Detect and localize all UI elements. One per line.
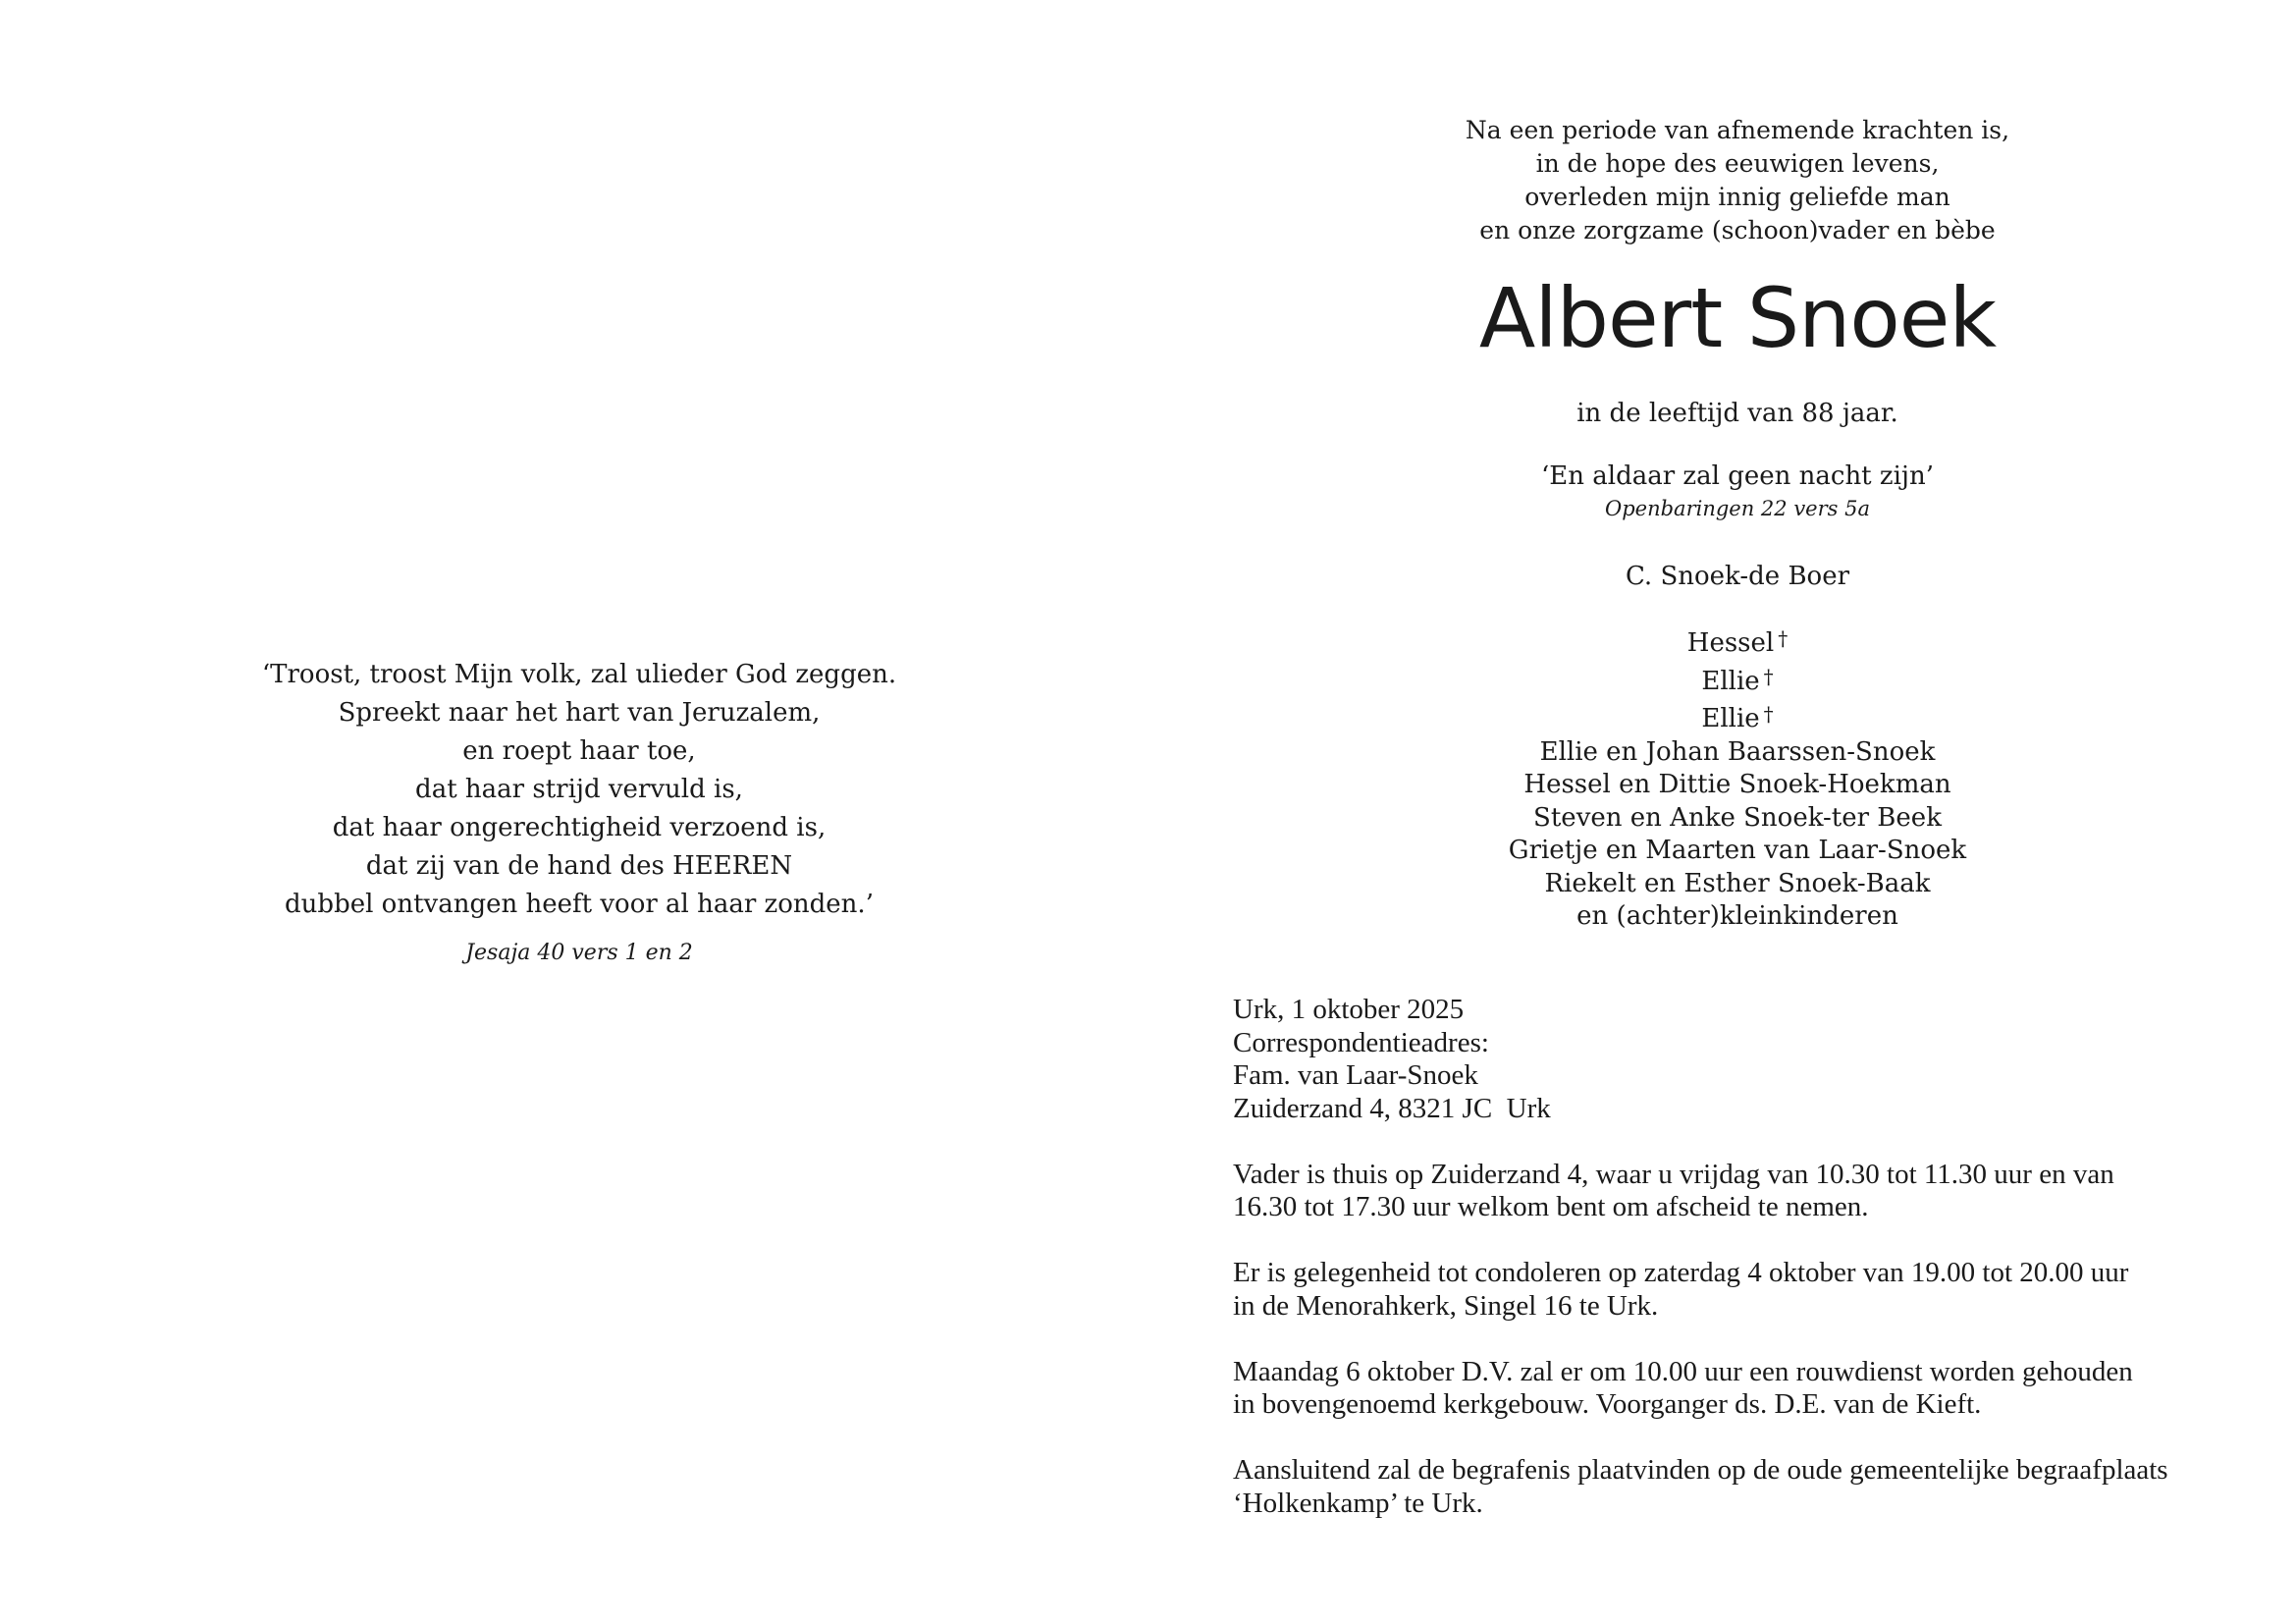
correspondence-name: Fam. van Laar-Snoek: [1233, 1059, 1478, 1091]
cross-icon: †: [1763, 664, 1774, 688]
family-member: [1433, 769, 2042, 802]
correspondence-label: Correspondentieadres:: [1233, 1026, 1489, 1058]
details-block: [1233, 994, 2254, 1520]
family-member-name: Ellie: [1701, 666, 1760, 696]
age-line: in de leeftijd van 88 jaar.: [1576, 399, 1898, 428]
paragraph-condolence: [1233, 1257, 2254, 1323]
cross-icon: †: [1763, 702, 1774, 726]
verse-line-3: en roept haar toe,: [462, 736, 696, 766]
intro-line-4: en onze zorgzame (schoon)vader en bèbe: [1479, 216, 1996, 244]
family-member-name: Grietje en Maarten van Laar-Snoek: [1508, 836, 1967, 865]
paragraph-service: [1233, 1356, 2254, 1422]
announcement-block: [1433, 114, 2042, 934]
deceased-name: Albert Snoek: [1478, 270, 1997, 366]
intro-line-2: in de hope des eeuwigen levens,: [1535, 149, 1940, 178]
paragraph-line: Aansluitend zal de begrafenis plaatvinden op de oude gemeentelijke begraafplaats: [1233, 1454, 2168, 1486]
place-date: Urk, 1 oktober 2025: [1233, 994, 1465, 1025]
bible-quote-reference: Openbaringen 22 vers 5a: [1605, 497, 1870, 520]
correspondence-address: Zuiderzand 4, 8321 JC Urk: [1233, 1092, 1551, 1124]
family-member: [1433, 661, 2042, 699]
paragraph-line: Vader is thuis op Zuiderzand 4, waar u vrijdag van 10.30 tot 11.30 uur en van: [1233, 1158, 2114, 1190]
verse-line-5: dat haar ongerechtigheid verzoend is,: [332, 813, 827, 842]
family-member-name: en (achter)kleinkinderen: [1576, 901, 1898, 931]
verse-line-4: dat haar strijd vervuld is,: [415, 775, 743, 804]
verse-line-1: ‘Troost, troost Mijn volk, zal ulieder God zeggen.: [261, 660, 897, 689]
family-list: [1433, 623, 2042, 934]
family-member: [1433, 698, 2042, 736]
paragraph-line: ‘Holkenkamp’ te Urk.: [1233, 1487, 1483, 1519]
paragraph-line: in bovengenoemd kerkgebouw. Voorganger ds. D.E. van de Kieft.: [1233, 1388, 1982, 1420]
spouse-name: C. Snoek-de Boer: [1625, 562, 1850, 591]
bible-quote: ‘En aldaar zal geen nacht zijn’: [1541, 461, 1934, 491]
family-member-name: Ellie: [1701, 704, 1760, 733]
paragraph-burial: [1233, 1454, 2254, 1520]
cross-icon: †: [1778, 626, 1789, 650]
family-member-name: Hessel: [1686, 628, 1775, 658]
family-member: [1433, 900, 2042, 934]
family-member: [1433, 868, 2042, 901]
family-member-name: Riekelt en Esther Snoek-Baak: [1544, 868, 1931, 898]
paragraph-line: Maandag 6 oktober D.V. zal er om 10.00 uur een rouwdienst worden gehouden: [1233, 1355, 2133, 1387]
verse-reference: Jesaja 40 vers 1 en 2: [465, 941, 693, 965]
paragraph-line: in de Menorahkerk, Singel 16 te Urk.: [1233, 1289, 1659, 1322]
verse-line-6: dat zij van de hand des HEEREN: [365, 851, 793, 881]
intro-line-1: Na een periode van afnemende krachten is,: [1465, 116, 2010, 144]
left-verse-block: [245, 656, 913, 969]
family-member: [1433, 802, 2042, 836]
family-member-name: Hessel en Dittie Snoek-Hoekman: [1523, 770, 1951, 799]
family-member-name: Steven en Anke Snoek-ter Beek: [1533, 802, 1942, 833]
family-member: [1433, 623, 2042, 661]
verse-line-7: dubbel ontvangen heeft voor al haar zonden.’: [285, 890, 874, 919]
verse-line-2: Spreekt naar het hart van Jeruzalem,: [338, 698, 821, 728]
paragraph-viewing: [1233, 1159, 2254, 1224]
paragraph-line: Er is gelegenheid tot condoleren op zaterdag 4 oktober van 19.00 tot 20.00 uur: [1233, 1257, 2129, 1288]
family-member-name: Ellie en Johan Baarssen-Snoek: [1539, 736, 1936, 767]
family-member: [1433, 736, 2042, 770]
intro-line-3: overleden mijn innig geliefde man: [1524, 183, 1950, 211]
paragraph-line: 16.30 tot 17.30 uur welkom bent om afscheid te nemen.: [1233, 1191, 1869, 1222]
family-member: [1433, 835, 2042, 868]
